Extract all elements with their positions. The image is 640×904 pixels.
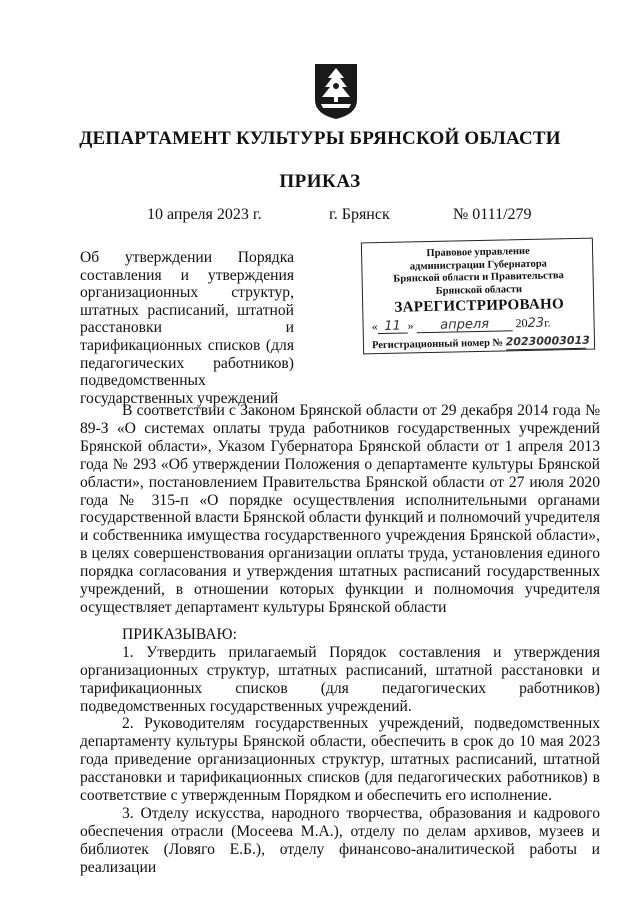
- registration-stamp: [361, 238, 595, 355]
- stamp-day-suffix: »: [407, 317, 414, 332]
- order-keyword: ПРИКАЗЫВАЮ:: [122, 625, 237, 643]
- stamp-line-3: Брянской области и Правительства: [393, 270, 564, 285]
- stamp-line-4: Брянской области: [435, 283, 523, 297]
- preamble-paragraph: В соответствии с Законом Брянской области от 29 декабря 2014 года № 89-З «О системах оплаты труда работников государственных учреждений Брянской области», Указом Губернатора Брянской области от 1 апреля 2013 года № 293 «Об утверждении Положения о департаменте культуры Брянской области», постановлением Правительства Брянской области от 27 июля 2020 года № 315-п «О порядке осуществления исполнительными органами государственной власти Брянской области функций и полномочий учредителя и собственника имущества государственного учреждения Брянской области», в целях совершенствования организации оплаты труда, установления единого порядка согласования и утверждения штатных расписаний государственных учреждений, в отношении которых функции и полномочия учредителя осуществляет департамент культуры Брянской области: [80, 402, 600, 616]
- order-item-1: 1. Утвердить прилагаемый Порядок составления и утверждения организационных структур, штатных расписаний, штатной расстановки и тарификационных списков (для педагогических работников) подведомственных государственных учреждений.: [80, 643, 600, 715]
- stamp-registered: ЗАРЕГИСТРИРОВАНО: [394, 296, 565, 316]
- stamp-day-prefix: «: [371, 318, 378, 333]
- stamp-line-1: Правовое управление: [426, 245, 530, 260]
- department-title: ДЕПАРТАМЕНТ КУЛЬТУРЫ БРЯНСКОЙ ОБЛАСТИ: [79, 128, 561, 149]
- stamp-reg-label: Регистрационный номер №: [371, 337, 504, 352]
- stamp-year-prefix: 20: [515, 315, 528, 330]
- order-number: № 0111/279: [453, 206, 532, 223]
- stamp-reg-number: 20230003013: [505, 333, 590, 349]
- stamp-month: апреля: [416, 318, 512, 334]
- coat-of-arms-emblem: [313, 62, 359, 120]
- stamp-year: 23: [527, 315, 545, 331]
- stamp-reg-number-row: [372, 335, 588, 353]
- stamp-date: [371, 315, 587, 334]
- order-item-2: 2. Руководителям государственных учреждений, подведомственных департаменту культуры Брянской области, обеспечить в срок до 10 мая 2023 года приведение организационных структур, штатных расписаний, штатной расстановки и тарификационных списков (для педагогических работников) в соответствие с утвержденным Порядком и обеспечить его исполнение.: [80, 715, 600, 805]
- document-type-title: ПРИКАЗ: [279, 171, 361, 192]
- stamp-day: 11: [377, 320, 407, 334]
- stamp-year-suffix: г.: [543, 314, 551, 330]
- order-date: 10 апреля 2023 г.: [147, 206, 262, 223]
- order-city: г. Брянск: [329, 206, 390, 223]
- order-body: [80, 402, 600, 877]
- order-subject: Об утверждении Порядка составления и утверждения организационных структур, штатных расписаний, штатной расстановки и тарификационных списков (для педагогических работников) подведомственных государственных учреждений: [80, 249, 294, 407]
- order-item-3: 3. Отделу искусства, народного творчества, образования и кадрового обеспечения отрасли (Мосеева М.А.), отделу по делам архивов, музеев и библиотек (Ловяго Е.Б.), отделу финансово-аналитической работы и реализации: [80, 804, 600, 876]
- stamp-line-2: администрации Губернатора: [409, 258, 547, 272]
